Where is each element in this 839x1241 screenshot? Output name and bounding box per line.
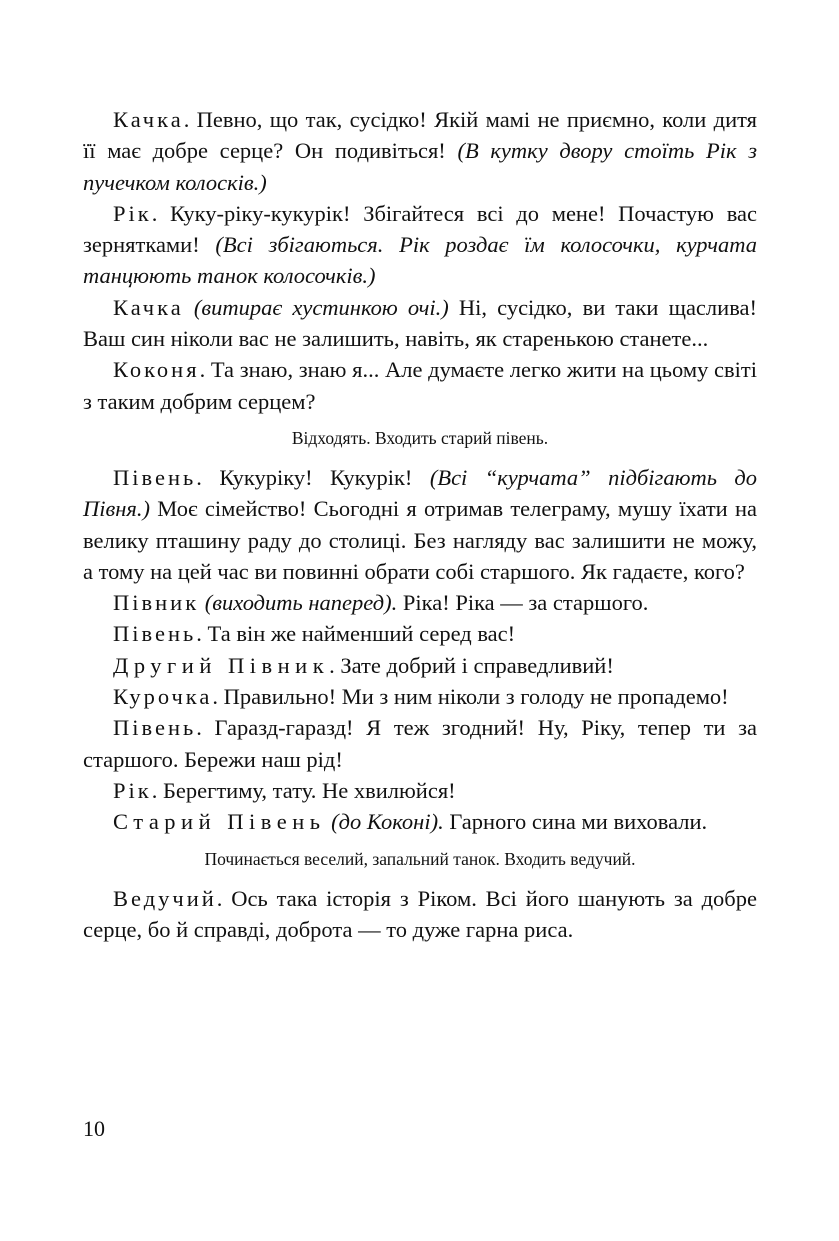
paragraph-rik-2 bbox=[83, 775, 757, 806]
speaker-name: Рік bbox=[113, 777, 152, 803]
paragraph-piven-3 bbox=[83, 712, 757, 775]
speech-text: . Куку-ріку-кукурік! Збігайтеся всі до мене! Почастую вас зернятками! bbox=[83, 200, 757, 258]
speech-text: . Та він же найменший серед вас! bbox=[196, 621, 516, 647]
speaker-name: Півень bbox=[113, 715, 197, 741]
stage-note-1: Відходять. Входить старий півень. bbox=[291, 427, 549, 448]
speech-text: Ріка! Ріка — за старшого. bbox=[397, 590, 649, 616]
speech-text: . Та знаю, знаю я... Але думаєте легко жити на цьому світі з таким добрим серцем? bbox=[83, 357, 757, 414]
page-body bbox=[83, 104, 757, 945]
stage-note-2: Починається веселий, запальний танок. Входить ведучий. bbox=[204, 848, 636, 869]
speaker-name: Півник bbox=[113, 590, 200, 616]
speaker-name: Коконя bbox=[113, 357, 200, 383]
stage-direction: (Всі збігаються. Рік роздає їм колосочки, курчата танцюють танок колосочків.) bbox=[83, 232, 757, 289]
speech-text: Моє сімейство! Сьогодні я отримав телеграму, мушу їхати на велику пташину раду до столиці. Без нагляду вас залишити не можу, а тому на цей час ви повинні обрати собі старшого. Як гадаєте, кого? bbox=[83, 496, 757, 584]
speech-text: . Певно, що так, сусідко! Якій мамі не приємно, коли дитя її має добре серце? Он подивіться! bbox=[83, 107, 757, 164]
speaker-name: Ведучий bbox=[113, 885, 217, 911]
paragraph-staryi-piven bbox=[83, 806, 757, 837]
speaker-name: Старий Півень bbox=[113, 809, 326, 835]
stage-direction: (до Коконі). bbox=[331, 809, 444, 835]
paragraph-pivnyk bbox=[83, 587, 757, 618]
stage-direction: (виходить наперед). bbox=[204, 590, 398, 616]
stage-direction: (В кутку двору стоїть Рік з пучечком колосків.) bbox=[83, 138, 758, 195]
paragraph-kachka-1 bbox=[83, 104, 757, 198]
paragraph-kachka-2 bbox=[83, 292, 757, 355]
paragraph-veduchyi bbox=[83, 883, 757, 946]
speaker-name: Другий Півник bbox=[113, 652, 330, 678]
stage-direction: (витирає хустинкою очі.) bbox=[193, 294, 449, 320]
speaker-name: Рік bbox=[113, 200, 152, 226]
paragraph-druhyi-pivnyk bbox=[83, 650, 757, 681]
speaker-name: Півень bbox=[113, 621, 197, 647]
speech-text: . Берегтиму, тату. Не хвилюйся! bbox=[151, 777, 456, 803]
speech-text: Гарного сина ми виховали. bbox=[443, 809, 708, 835]
speech-text: . Зате добрий і справедливий! bbox=[329, 652, 614, 678]
page-number: 10 bbox=[83, 1116, 105, 1141]
speaker-name: Качка bbox=[113, 294, 184, 320]
paragraph-piven-1 bbox=[83, 462, 757, 587]
paragraph-piven-2 bbox=[83, 618, 757, 649]
paragraph-kokonya bbox=[83, 354, 757, 417]
paragraph-rik-1 bbox=[83, 198, 757, 292]
speech-text: . Кукуріку! Кукурік! bbox=[196, 464, 430, 490]
stage-direction: (Всі “курчата” підбігають до Півня.) bbox=[83, 464, 757, 522]
speech-text: . Ось така історія з Ріком. Всі його шанують за добре серце, бо й справді, доброта — то дуже гарна риса. bbox=[83, 885, 757, 942]
speech-text: . Гаразд-гаразд! Я теж згодний! Ну, Ріку, тепер ти за старшого. Бережи наш рід! bbox=[83, 715, 757, 772]
speech-text: . Правильно! Ми з ним ніколи з голоду не пропадемо! bbox=[212, 684, 729, 710]
speaker-name: Півень bbox=[113, 464, 197, 490]
speech-text: Ні, сусідко, ви таки щаслива! Ваш син ніколи вас не залишить, навіть, як старенькою станете... bbox=[83, 294, 757, 352]
speaker-name: Качка bbox=[113, 107, 184, 132]
paragraph-kurochka bbox=[83, 681, 757, 712]
speaker-name: Курочка bbox=[113, 684, 213, 710]
